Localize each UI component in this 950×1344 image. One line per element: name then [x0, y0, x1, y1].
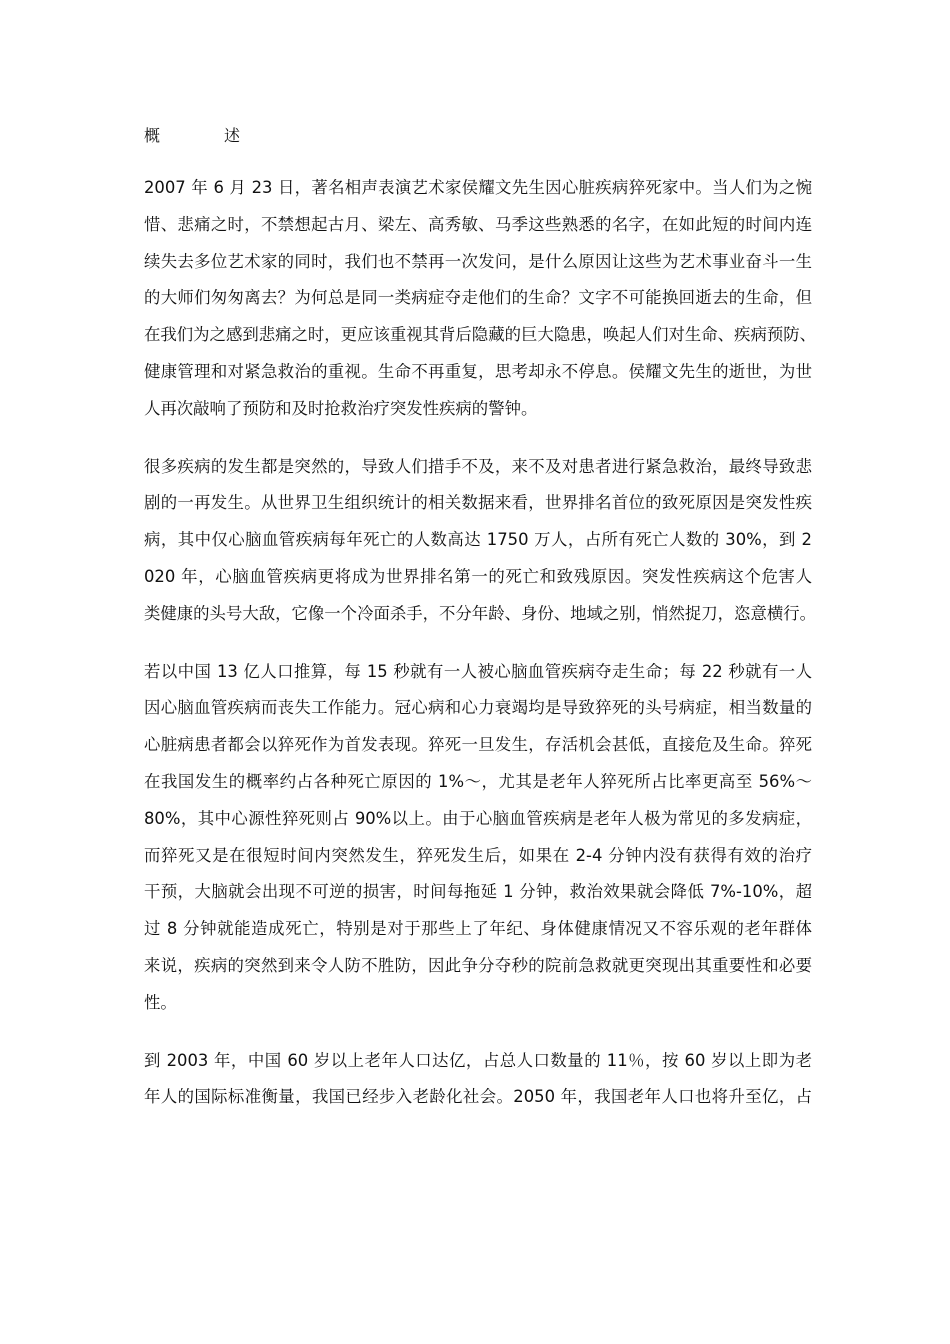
paragraph-line: 在我们为之感到悲痛之时，更应该重视其背后隐藏的巨大隐患，唤起人们对生命、疾病预防、: [144, 325, 817, 345]
paragraph-line: 类健康的头号大敌，它像一个冷面杀手，不分年龄、身份、地域之别，悄然捉刀，恣意横行。: [144, 603, 817, 623]
paragraph-line: 人再次敲响了预防和及时抢救治疗突发性疾病的警钟。: [144, 398, 538, 418]
paragraph-line: 到 2003 年，中国 60 岁以上老年人口达亿，占总人口数量的 11％，按 60 岁以上即为老: [144, 1050, 812, 1070]
paragraph-line: 惜、悲痛之时，不禁想起古月、梁左、高秀敏、马季这些熟悉的名字，在如此短的时间内连: [144, 214, 812, 234]
paragraph-line: 干预，大脑就会出现不可逆的损害，时间每拖延 1 分钟，救治效果就会降低 7%-10%，超: [144, 882, 812, 902]
paragraph-line: 的大师们匆匆离去？为何总是同一类病症夺走他们的生命？文字不可能换回逝去的生命，但: [144, 288, 812, 308]
paragraph-line: 性。: [144, 992, 177, 1012]
paragraph-line: 而猝死又是在很短时间内突然发生，猝死发生后，如果在 2-4 分钟内没有获得有效的治疗: [144, 845, 812, 865]
paragraph-line: 若以中国 13 亿人口推算，每 15 秒就有一人被心脑血管疾病夺走生命；每 22 秒就有一人: [144, 661, 812, 681]
paragraph-line: 病，其中仅心脑血管疾病每年死亡的人数高达 1750 万人，占所有死亡人数的 30%，到 2: [144, 530, 812, 550]
paragraph: [144, 654, 812, 1022]
paragraph: [144, 449, 817, 633]
paragraph: [144, 170, 817, 428]
paragraph-line: 剧的一再发生。从世界卫生组织统计的相关数据来看，世界排名首位的致死原因是突发性疾: [144, 493, 812, 513]
paragraph-line: 因心脑血管疾病而丧失工作能力。冠心病和心力衰竭均是导致猝死的头号病症，相当数量的: [144, 698, 812, 718]
paragraph-line: 在我国发生的概率约占各种死亡原因的 1%～，尤其是老年人猝死所占比率更高至 56%～: [144, 771, 812, 791]
paragraph-line: 心脏病患者都会以猝死作为首发表现。猝死一旦发生，存活机会甚低，直接危及生命。猝死: [144, 735, 812, 755]
paragraph-line: 020 年，心脑血管疾病更将成为世界排名第一的死亡和致残原因。突发性疾病这个危害人: [144, 566, 812, 586]
section-heading: 概 述: [144, 126, 265, 145]
paragraph-line: 健康管理和对紧急救治的重视。生命不再重复，思考却永不停息。侯耀文先生的逝世，为世: [144, 361, 812, 381]
paragraph-line: 过 8 分钟就能造成死亡，特别是对于那些上了年纪、身体健康情况又不容乐观的老年群体: [144, 919, 812, 939]
paragraph-container: [144, 170, 817, 1116]
paragraph-line: 年人的国际标准衡量，我国已经步入老龄化社会。2050 年，我国老年人口也将升至亿，占: [144, 1087, 812, 1107]
paragraph: [144, 1043, 812, 1117]
paragraph-line: 80%，其中心源性猝死则占 90%以上。由于心脑血管疾病是老年人极为常见的多发病症，: [144, 808, 812, 828]
paragraph-line: 2007 年 6 月 23 日，著名相声表演艺术家侯耀文先生因心脏疾病猝死家中。当人们为之惋: [144, 178, 812, 197]
paragraph-line: 续失去多位艺术家的同时，我们也不禁再一次发问，是什么原因让这些为艺术事业奋斗一生: [144, 251, 812, 271]
document-body: [144, 118, 817, 1137]
paragraph-line: 来说，疾病的突然到来令人防不胜防，因此争分夺秒的院前急救就更突现出其重要性和必要: [144, 955, 812, 975]
paragraph-line: 很多疾病的发生都是突然的，导致人们措手不及，来不及对患者进行紧急救治，最终导致悲: [144, 456, 812, 476]
